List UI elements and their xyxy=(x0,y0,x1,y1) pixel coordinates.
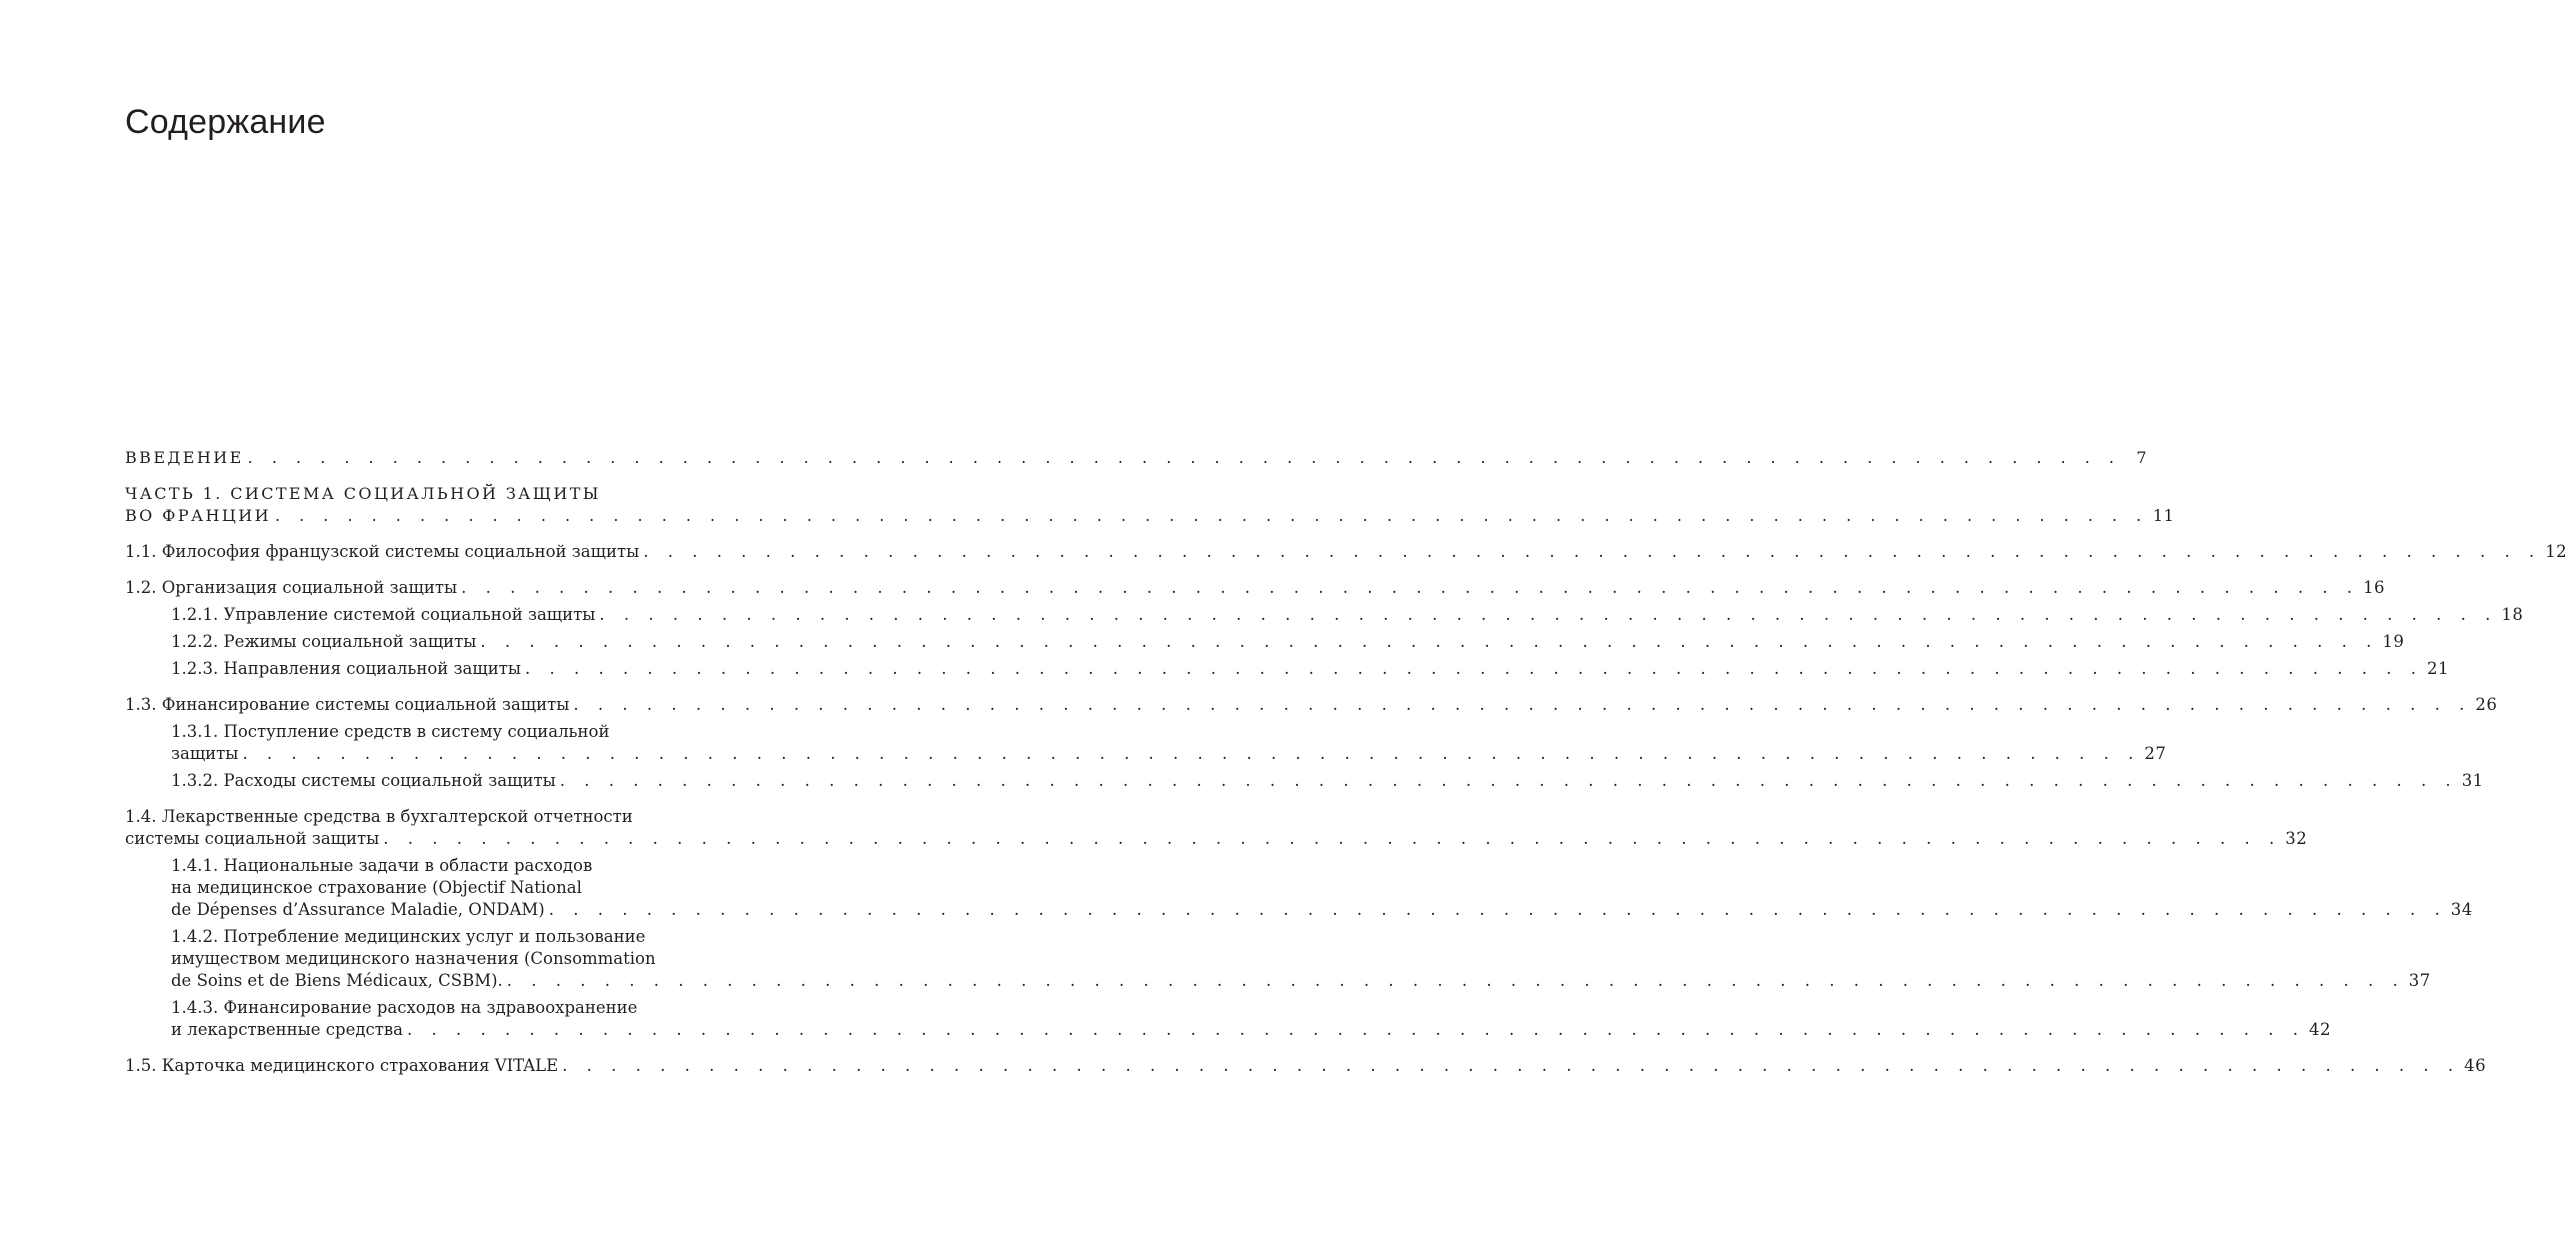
toc-entry-text: 1.5. Карточка медицинского страхования VITALE xyxy=(125,1056,559,1075)
toc-page-number: 19 xyxy=(2382,632,2405,651)
toc-page-number: 32 xyxy=(2285,829,2308,848)
toc-entry-text: de Soins et de Biens Médicaux, CSBM). xyxy=(171,971,503,990)
toc-entry-text: 1.2. Организация социальной защиты xyxy=(125,578,458,597)
toc-entry-text: 1.2.3. Направления социальной защиты xyxy=(171,659,521,678)
dot-leader: . . . . . . . . . . . . . . . . . . . . . . . . . . . . . . . . . . . . . . . . . . . . . . . . . . . . . . . . . . . . . . . . . . . . . . . . . . . . . . xyxy=(573,695,2472,714)
toc-entry-text: 1.4.1. Национальные задачи в области расходов xyxy=(171,856,593,875)
toc-page-number: 7 xyxy=(2136,448,2147,467)
toc-entry-text: 1.4. Лекарственные средства в бухгалтерской отчетности xyxy=(125,807,633,826)
toc-entry-text: de Dépenses d’Assurance Maladie, ONDAM) xyxy=(171,900,545,919)
dot-leader: . . . . . . . . . . . . . . . . . . . . . . . . . . . . . . . . . . . . . . . . . . . . . . . . . . . . . . . . . . . . . . . . . . . . . . . . . . . . . . xyxy=(383,829,2282,848)
toc-entry-text: ЧАСТЬ 1. СИСТЕМА СОЦИАЛЬНОЙ ЗАЩИТЫ xyxy=(125,484,601,503)
toc-entry-introduction[interactable] xyxy=(125,447,2147,469)
toc-entry-text: 1.3.2. Расходы системы социальной защиты xyxy=(171,771,556,790)
toc-entry-1-3-1[interactable] xyxy=(171,721,2167,765)
toc-entry-1-3-2[interactable] xyxy=(171,770,2484,792)
toc-entry-1-4[interactable] xyxy=(125,806,2308,850)
toc-entry-text: и лекарственные средства xyxy=(171,1020,403,1039)
dot-leader: . . . . . . . . . . . . . . . . . . . . . . . . . . . . . . . . . . . . . . . . . . . . . . . . . . . . . . . . . . . . . . . . . . . . . . . . . . . . . . xyxy=(559,771,2458,790)
toc-page-number: 26 xyxy=(2475,695,2498,714)
toc-page-number: 12 xyxy=(2545,542,2567,561)
toc-entry-1-4-1[interactable] xyxy=(171,855,2473,921)
dot-leader: . . . . . . . . . . . . . . . . . . . . . . . . . . . . . . . . . . . . . . . . . . . . . . . . . . . . . . . . . . . . . . . . . . . . . . . . . . . . . . xyxy=(524,659,2423,678)
toc-page-number: 34 xyxy=(2450,900,2473,919)
toc-page-number: 37 xyxy=(2408,971,2431,990)
page-title: Содержание xyxy=(125,103,326,141)
toc-entry-text: ВО ФРАНЦИИ xyxy=(125,506,271,525)
toc-entry-text: на медицинское страхование (Objectif National xyxy=(171,878,582,897)
toc-entry-1-3[interactable] xyxy=(125,694,2498,716)
dot-leader: . . . . . . . . . . . . . . . . . . . . . . . . . . . . . . . . . . . . . . . . . . . . . . . . . . . . . . . . . . . . . . . . . . . . . . . . . . . . . . xyxy=(242,744,2141,763)
dot-leader: . . . . . . . . . . . . . . . . . . . . . . . . . . . . . . . . . . . . . . . . . . . . . . . . . . . . . . . . . . . . . . . . . . . . . . . . . . . . . . xyxy=(247,448,2121,467)
toc-entry-text: имуществом медицинского назначения (Consommation xyxy=(171,949,656,968)
dot-leader: . . . . . . . . . . . . . . . . . . . . . . . . . . . . . . . . . . . . . . . . . . . . . . . . . . . . . . . . . . . . . . . . . . . . . . . . . . . . . . xyxy=(480,632,2379,651)
toc-entry-text: 1.4.2. Потребление медицинских услуг и пользование xyxy=(171,927,646,946)
toc-page-number: 31 xyxy=(2461,771,2484,790)
toc-entry-text: 1.2.2. Режимы социальной защиты xyxy=(171,632,477,651)
dot-leader: . . . . . . . . . . . . . . . . . . . . . . . . . . . . . . . . . . . . . . . . . . . . . . . . . . . . . . . . . . . . . . . . . . . . . . . . . . . . . . xyxy=(643,542,2542,561)
dot-leader: . . . . . . . . . . . . . . . . . . . . . . . . . . . . . . . . . . . . . . . . . . . . . . . . . . . . . . . . . . . . . . . . . . . . . . . . . . . . . . xyxy=(461,578,2360,597)
toc-entry-text: 1.3. Финансирование системы социальной защиты xyxy=(125,695,570,714)
toc-entry-1-4-2[interactable] xyxy=(171,926,2431,992)
toc-entry-text: ВВЕДЕНИЕ xyxy=(125,448,244,467)
toc-page-number: 16 xyxy=(2363,578,2386,597)
dot-leader: . . . . . . . . . . . . . . . . . . . . . . . . . . . . . . . . . . . . . . . . . . . . . . . . . . . . . . . . . . . . . . . . . . . . . . . . . . . . . . xyxy=(274,506,2149,525)
toc-page-number: 21 xyxy=(2426,659,2449,678)
dot-leader: . . . . . . . . . . . . . . . . . . . . . . . . . . . . . . . . . . . . . . . . . . . . . . . . . . . . . . . . . . . . . . . . . . . . . . . . . . . . . . xyxy=(599,605,2498,624)
toc-entry-text: защиты xyxy=(171,744,239,763)
toc-entry-text: 1.4.3. Финансирование расходов на здравоохранение xyxy=(171,998,638,1017)
table-of-contents xyxy=(125,447,2567,1077)
toc-entry-part-1[interactable] xyxy=(125,483,2175,527)
toc-page-number: 18 xyxy=(2501,605,2524,624)
toc-entry-1-2-2[interactable] xyxy=(171,631,2405,653)
toc-entry-1-5[interactable] xyxy=(125,1055,2487,1077)
dot-leader: . . . . . . . . . . . . . . . . . . . . . . . . . . . . . . . . . . . . . . . . . . . . . . . . . . . . . . . . . . . . . . . . . . . . . . . . . . . . . . xyxy=(406,1020,2305,1039)
toc-entry-text: системы социальной защиты xyxy=(125,829,380,848)
dot-leader: . . . . . . . . . . . . . . . . . . . . . . . . . . . . . . . . . . . . . . . . . . . . . . . . . . . . . . . . . . . . . . . . . . . . . . . . . . . . . . xyxy=(506,971,2405,990)
toc-page-number: 42 xyxy=(2308,1020,2331,1039)
dot-leader: . . . . . . . . . . . . . . . . . . . . . . . . . . . . . . . . . . . . . . . . . . . . . . . . . . . . . . . . . . . . . . . . . . . . . . . . . . . . . . xyxy=(548,900,2447,919)
toc-entry-text: 1.2.1. Управление системой социальной защиты xyxy=(171,605,596,624)
toc-entry-1-4-3[interactable] xyxy=(171,997,2331,1041)
toc-page-number: 46 xyxy=(2464,1056,2487,1075)
toc-page-number: 11 xyxy=(2152,506,2175,525)
toc-entry-text: 1.3.1. Поступление средств в систему социальной xyxy=(171,722,610,741)
toc-entry-1-2[interactable] xyxy=(125,577,2386,599)
toc-page-number: 27 xyxy=(2144,744,2167,763)
toc-entry-text: 1.1. Философия французской системы социальной защиты xyxy=(125,542,640,561)
toc-entry-1-2-3[interactable] xyxy=(171,658,2449,680)
toc-entry-1-1[interactable] xyxy=(125,541,2567,563)
dot-leader: . . . . . . . . . . . . . . . . . . . . . . . . . . . . . . . . . . . . . . . . . . . . . . . . . . . . . . . . . . . . . . . . . . . . . . . . . . . . . . xyxy=(562,1056,2461,1075)
toc-entry-1-2-1[interactable] xyxy=(171,604,2524,626)
